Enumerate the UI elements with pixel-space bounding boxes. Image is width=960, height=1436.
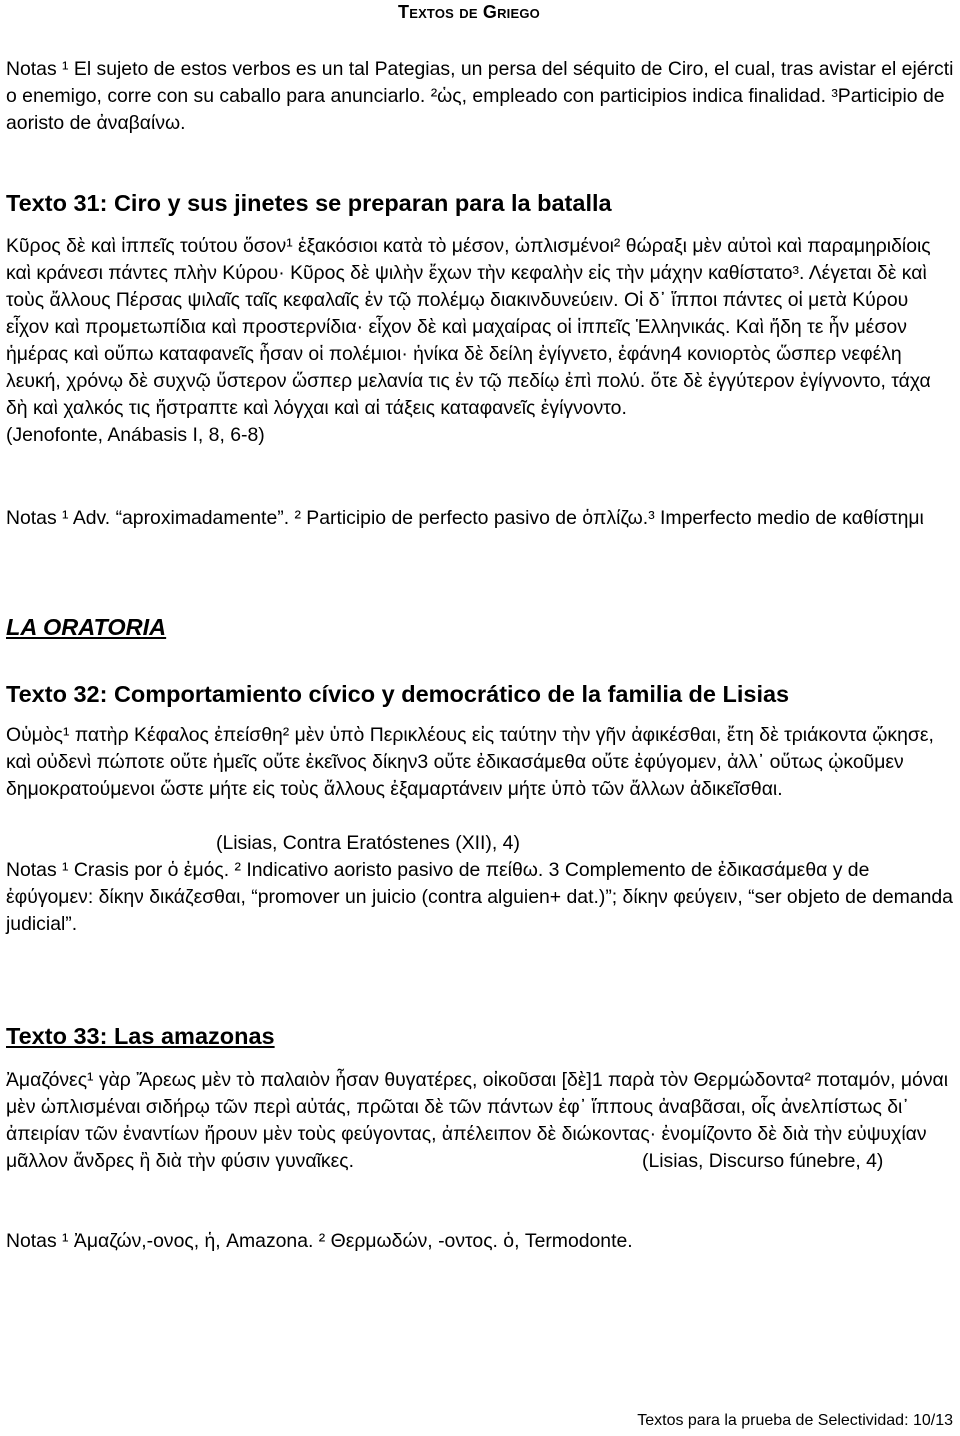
- text-33-greek: Ἀμαζόνες¹ γὰρ Ἄρεως μὲν τὸ παλαιὸν ἦσαν θυγατέρες, οἰκοῦσαι [δὲ]1 παρὰ τὸν Θερμώδοντα² ποταμόν, μόναι μὲν ὡπλισμέναι σιδήρῳ τῶν περὶ αὐτάς, πρῶται δὲ τῶν πάντων ἐφ᾽ ἵππους ἀναβᾶσαι, οἷς ἀνελπίστως δι᾽ ἀπειρίαν τῶν ἐναντίων ἤρουν μὲν τοὺς φεύγοντας, ἀπέλειπον δὲ διώκοντας· ἐνομίζοντο δὲ διὰ τὴν εὐψυχίαν μᾶλλον ἄνδρες ἢ διὰ τὴν φύσιν γυναῖκες.: [6, 1069, 949, 1172]
- text-32-source: (Lisias, Contra Eratóstenes (XII), 4): [216, 832, 520, 854]
- text-31-body: [6, 233, 956, 449]
- text-33-source: (Lisias, Discurso fúnebre, 4): [641, 1150, 884, 1172]
- text-32-notes: Notas ¹ Crasis por ὁ ἐμός. ² Indicativo aoristo pasivo de πείθω. 3 Complemento de ἐδικασάμεθα y de ἐφύγομεν: δίκην δικάζεσθαι, “promover un juicio (contra alguien+ dat.)”; δίκην φεύγειν, “ser objeto de demanda judicial”.: [6, 859, 953, 935]
- text-31-notes: Notas ¹ Adv. “aproximadamente”. ² Participio de perfecto pasivo de ὁπλίζω.³ Imperfecto medio de καθίστημι: [6, 507, 924, 529]
- text-32-body: Οὑμὸς¹ πατὴρ Κέφαλος ἐπείσθη² μὲν ὑπὸ Περικλέους εἰς ταύτην τὴν γῆν ἀφικέσθαι, ἔτη δὲ τριάκοντα ᾤκησε, καὶ οὐδενὶ πώποτε οὔτε ἡμεῖς οὔτε ἐκεῖνος δίκην3 οὔτε ἐδικασάμεθα οὔτε ἐφύγομεν, ἀλλ᾽ οὕτως ᾠκοῦμεν δημοκρατούμενοι ὥστε μήτε εἰς τοὺς ἄλλους ἐξαμαρτάνειν μήτε ὑπὸ τῶν ἄλλων ἀδικεῖσθαι.: [6, 724, 934, 800]
- text-31-source: (Jenofonte, Anábasis I, 8, 6-8): [6, 424, 265, 446]
- text-31-greek: Κῦρος δὲ καὶ ἱππεῖς τούτου ὅσον¹ ἑξακόσιοι κατὰ τὸ μέσον, ὡπλισμένοι² θώραξι μὲν αὐτοὶ καὶ παραμηριδίοις καὶ κράνεσι πάντες πλὴν Κύρου· Κῦρος δὲ ψιλὴν ἔχων τὴν κεφαλὴν εἰς τὴν μάχην καθίστατο³. Λέγεται δὲ καὶ τοὺς ἄλλους Πέρσας ψιλαῖς ταῖς κεφαλαῖς ἐν τῷ πολέμῳ διακινδυνεύειν. Οἱ δ᾽ ἵπποι πάντες οἱ μετὰ Κύρου εἶχον καὶ προμετωπίδια καὶ προστερνίδια· εἶχον δὲ καὶ μαχαίρας οἱ ἱππεῖς Ἑλληνικάς. Καὶ ἤδη τε ἦν μέσον ἡμέρας καὶ οὔπω καταφανεῖς ἦσαν οἱ πολέμιοι· ἡνίκα δὲ δείλη ἐγίγνετο, ἐφάνη4 κονιορτὸς ὥσπερ νεφέλη λευκή, χρόνῳ δὲ συχνῷ ὕστερον ὥσπερ μελανία τις ἐν τῷ πεδίῳ ἐπὶ πολύ. ὅτε δὲ ἐγγύτερον ἐγίγνοντο, τάχα δὴ καὶ χαλκός τις ἤστραπτε καὶ λόγχαι καὶ αἱ τάξεις καταφανεῖς ἐγίγνοντο.: [6, 235, 931, 419]
- intro-notes: Notas ¹ El sujeto de estos verbos es un tal Pategias, un persa del séquito de Ciro, el cual, tras avistar el ejércti​o enemigo, corre con su caballo para anunciarlo. ²ὡς, empleado con participios indica finalidad. ³Participio de aoristo de ἀναβαίνω.: [6, 58, 954, 134]
- footer-label: Textos para la prueba de Selectividad: [637, 1412, 905, 1429]
- page-footer: [637, 1412, 953, 1430]
- text-33-title: Texto 33: Las amazonas: [6, 1023, 275, 1049]
- page-header-title: Textos de Griego: [398, 2, 540, 22]
- text-33-notes: Notas ¹ Ἀμαζών,-ονος, ἡ, Amazona. ² Θερμωδών, -οντος. ὁ, Termodonte.: [6, 1230, 633, 1252]
- text-32-title: Texto 32: Comportamiento cívico y democrático de la familia de Lisias: [6, 681, 790, 707]
- text-31-title: Texto 31: Ciro y sus jinetes se preparan para la batalla: [6, 190, 612, 216]
- text-33-body: [6, 1067, 956, 1175]
- footer-page-number: : 10/13: [904, 1412, 953, 1429]
- section-title: LA ORATORIA: [6, 614, 167, 640]
